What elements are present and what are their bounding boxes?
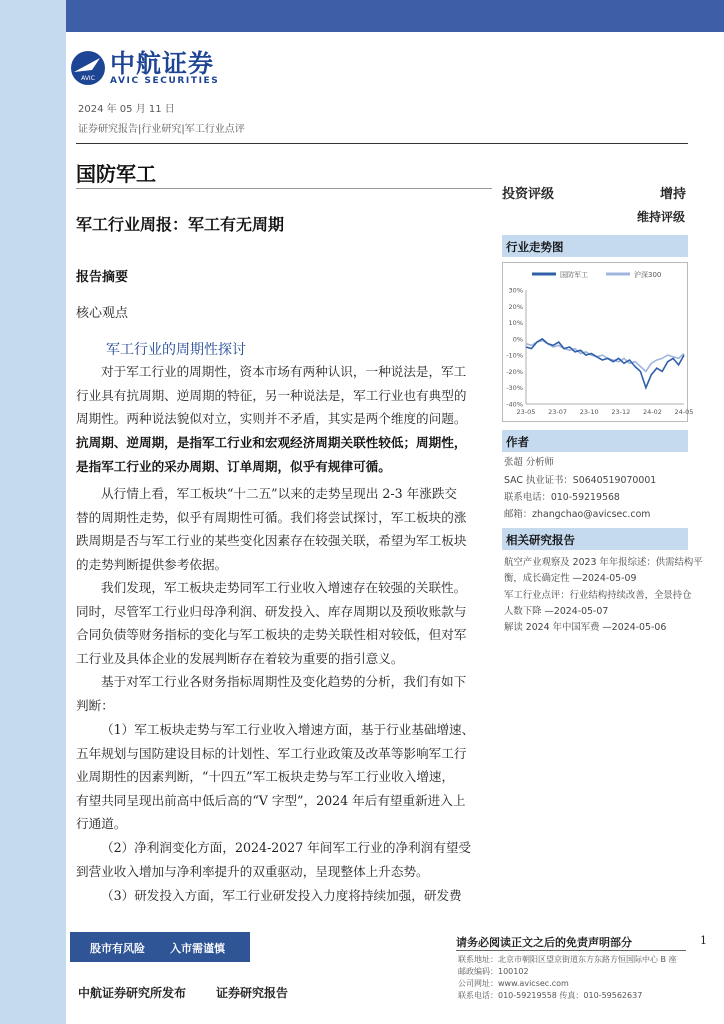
text-line: 有望共同呈现出前高中低后高的“V 字型”，2024 年后有望重新进入上 [76, 792, 466, 808]
x-tick-label: 24-02 [642, 408, 662, 416]
related-report-1b[interactable]: 衡，成长确定性 —2024-05-09 [504, 573, 637, 584]
contact-phone: 联系电话：010-59219558 传真：010-59562637 [458, 991, 643, 1000]
x-tick-label: 23-05 [516, 408, 536, 416]
contact-address: 联系地址：北京市朝阳区望京街道东方东路方恒国际中心 B 座 [458, 955, 677, 964]
text-line: （3）研发投入方面，军工行业研发投入力度将持续加强，研发费 [101, 888, 462, 903]
series-line [526, 339, 684, 388]
text-line: 我们发现，军工板块走势同军工行业收入增速存在较强的关联性。 [101, 580, 467, 595]
text-line: 判断： [76, 697, 114, 713]
paragraph-1 [76, 360, 492, 431]
text-line: 替的周期性走势，似乎有周期性可循。我们将尝试探讨，军工板块的涨 [76, 509, 467, 525]
rating-value: 增持 [660, 187, 687, 202]
text-line: 五年规划与国防建设目标的计划性、军工行业政策及改革等影响军工行 [76, 745, 467, 761]
paragraph-4 [76, 576, 492, 670]
paragraph-7 [76, 836, 492, 883]
summary-label: 报告摘要 [76, 270, 129, 285]
x-tick-label: 23-12 [611, 408, 631, 416]
logo-name-en: AVIC SECURITIES [110, 76, 220, 86]
left-sidebar [0, 0, 66, 1024]
publisher: 中航证券研究所发布 [78, 986, 187, 1000]
y-tick-label: 20% [508, 302, 523, 311]
disclaimer-divider [456, 950, 686, 951]
industry-title: 国防军工 [76, 162, 156, 186]
logo-emblem-icon [70, 50, 106, 86]
text-line: 跌周期是否与军工行业的某些变化因素存在较强关联，希望为军工板块 [76, 533, 467, 548]
related-report-3[interactable]: 解读 2024 年中国军费 —2024-05-06 [504, 622, 667, 633]
risk-banner [70, 932, 250, 962]
x-tick-label: 24-05 [674, 408, 694, 416]
caution-text: 入市需谨慎 [170, 942, 225, 955]
y-tick-label: -20% [506, 367, 523, 376]
related-title: 相关研究报告 [506, 533, 575, 547]
disclaimer-title: 请务必阅读正文之后的免责声明部分 [456, 936, 632, 949]
author-header-bar [502, 430, 688, 452]
author-phone: 联系电话：010-59219568 [504, 492, 620, 503]
top-banner [66, 0, 724, 32]
text-line: 从行情上看，军工板块“十二五”以来的走势呈现出 2-3 年涨跌交 [101, 486, 458, 501]
text-line: （2）净利润变化方面，2024-2027 年间军工行业的净利润有望受 [101, 840, 472, 855]
paragraph-2 [76, 431, 492, 478]
text-line: 合同负债等财务指标的变化与军工板块的走势关联性相对较低，但对军 [76, 627, 467, 642]
legend-label: 国防军工 [560, 271, 588, 279]
title-divider [76, 188, 492, 189]
section-title: 军工行业的周期性探讨 [106, 342, 246, 358]
rating-sub: 维持评级 [637, 210, 686, 224]
chart-frame [503, 263, 688, 422]
author-name: 张超 分析师 [504, 457, 554, 468]
paragraph-3 [76, 482, 492, 576]
trend-title: 行业走势图 [506, 240, 564, 254]
author-title: 作者 [506, 435, 529, 449]
report-date: 2024 年 05 月 11 日 [78, 104, 175, 115]
y-tick-label: -30% [506, 384, 523, 393]
paragraph-5 [76, 670, 492, 717]
text-line: 的走势判断提供参考依据。 [76, 556, 228, 572]
text-line: 行通道。 [76, 816, 127, 831]
paragraph-8 [76, 884, 492, 908]
company-logo [70, 46, 250, 90]
related-report-2a[interactable]: 军工行业点评：行业结构持续改善，全景持仓 [504, 590, 692, 601]
header-divider [76, 143, 688, 144]
paragraph-6 [76, 718, 492, 836]
text-line: 业周期性的因素判断，“十四五”军工板块走势与军工行业收入增速， [76, 769, 455, 784]
text-line: 基于对军工行业各财务指标周期性及变化趋势的分析，我们有如下 [101, 674, 467, 689]
contact-postcode: 邮政编码：100102 [458, 967, 529, 976]
legend-label: 沪深300 [634, 271, 662, 279]
core-view-label: 核心观点 [76, 306, 129, 321]
x-tick-label: 23-10 [579, 408, 599, 416]
industry-trend-chart [502, 262, 694, 422]
risk-text: 股市有风险 [90, 942, 145, 955]
text-line: 对于军工行业的周期性，资本市场有两种认识，一种说法是，军工 [101, 364, 467, 379]
contact-website[interactable]: 公司网址：www.avicsec.com [458, 979, 569, 988]
y-tick-label: -40% [506, 400, 523, 409]
logo-name-cn: 中航证券 [110, 49, 215, 78]
x-tick-label: 23-07 [548, 408, 568, 416]
y-tick-label: 30% [508, 286, 523, 295]
text-line: 周期性。两种说法貌似对立，实则并不矛盾，其实是两个维度的问题。 [76, 411, 467, 426]
related-report-1a[interactable]: 航空产业观察及 2023 年年报综述：供需结构平 [504, 557, 703, 568]
report-category: 证券研究报告|行业研究|军工行业点评 [78, 124, 245, 135]
text-line: 到营业收入增加与净利率提升的双重驱动，呈现整体上升态势。 [76, 863, 429, 879]
y-tick-label: 0% [512, 335, 523, 344]
y-tick-label: -10% [506, 351, 523, 360]
text-line: 行业具有抗周期、逆周期的特征，另一种说法是，军工行业也有典型的 [76, 387, 467, 403]
y-tick-label: 10% [508, 319, 523, 328]
text-line: （1）军工板块走势与军工行业收入增速方面，基于行业基础增速、 [101, 722, 475, 737]
report-type: 证券研究报告 [216, 986, 289, 1000]
text-line: 是指军工行业的采办周期、订单周期，似乎有规律可循。 [76, 458, 391, 474]
page-number: 1 [700, 934, 707, 947]
report-title: 军工行业周报：军工有无周期 [76, 215, 285, 234]
text-line: 同时，尽管军工行业归母净利润、研发投入、库存周期以及预收账款与 [76, 603, 467, 619]
author-license: SAC 执业证书：S0640519070001 [504, 475, 657, 486]
logo-badge-text: AVIC [81, 75, 95, 82]
author-email[interactable]: 邮箱：zhangchao@avicsec.com [504, 509, 651, 520]
related-report-2b[interactable]: 人数下降 —2024-05-07 [504, 606, 609, 617]
text-line: 抗周期、逆周期，是指军工行业和宏观经济周期关联性较低；周期性， [76, 435, 467, 450]
text-line: 工行业及具体企业的发展判断存在着较为重要的指引意义。 [76, 650, 404, 666]
rating-label: 投资评级 [502, 187, 555, 202]
